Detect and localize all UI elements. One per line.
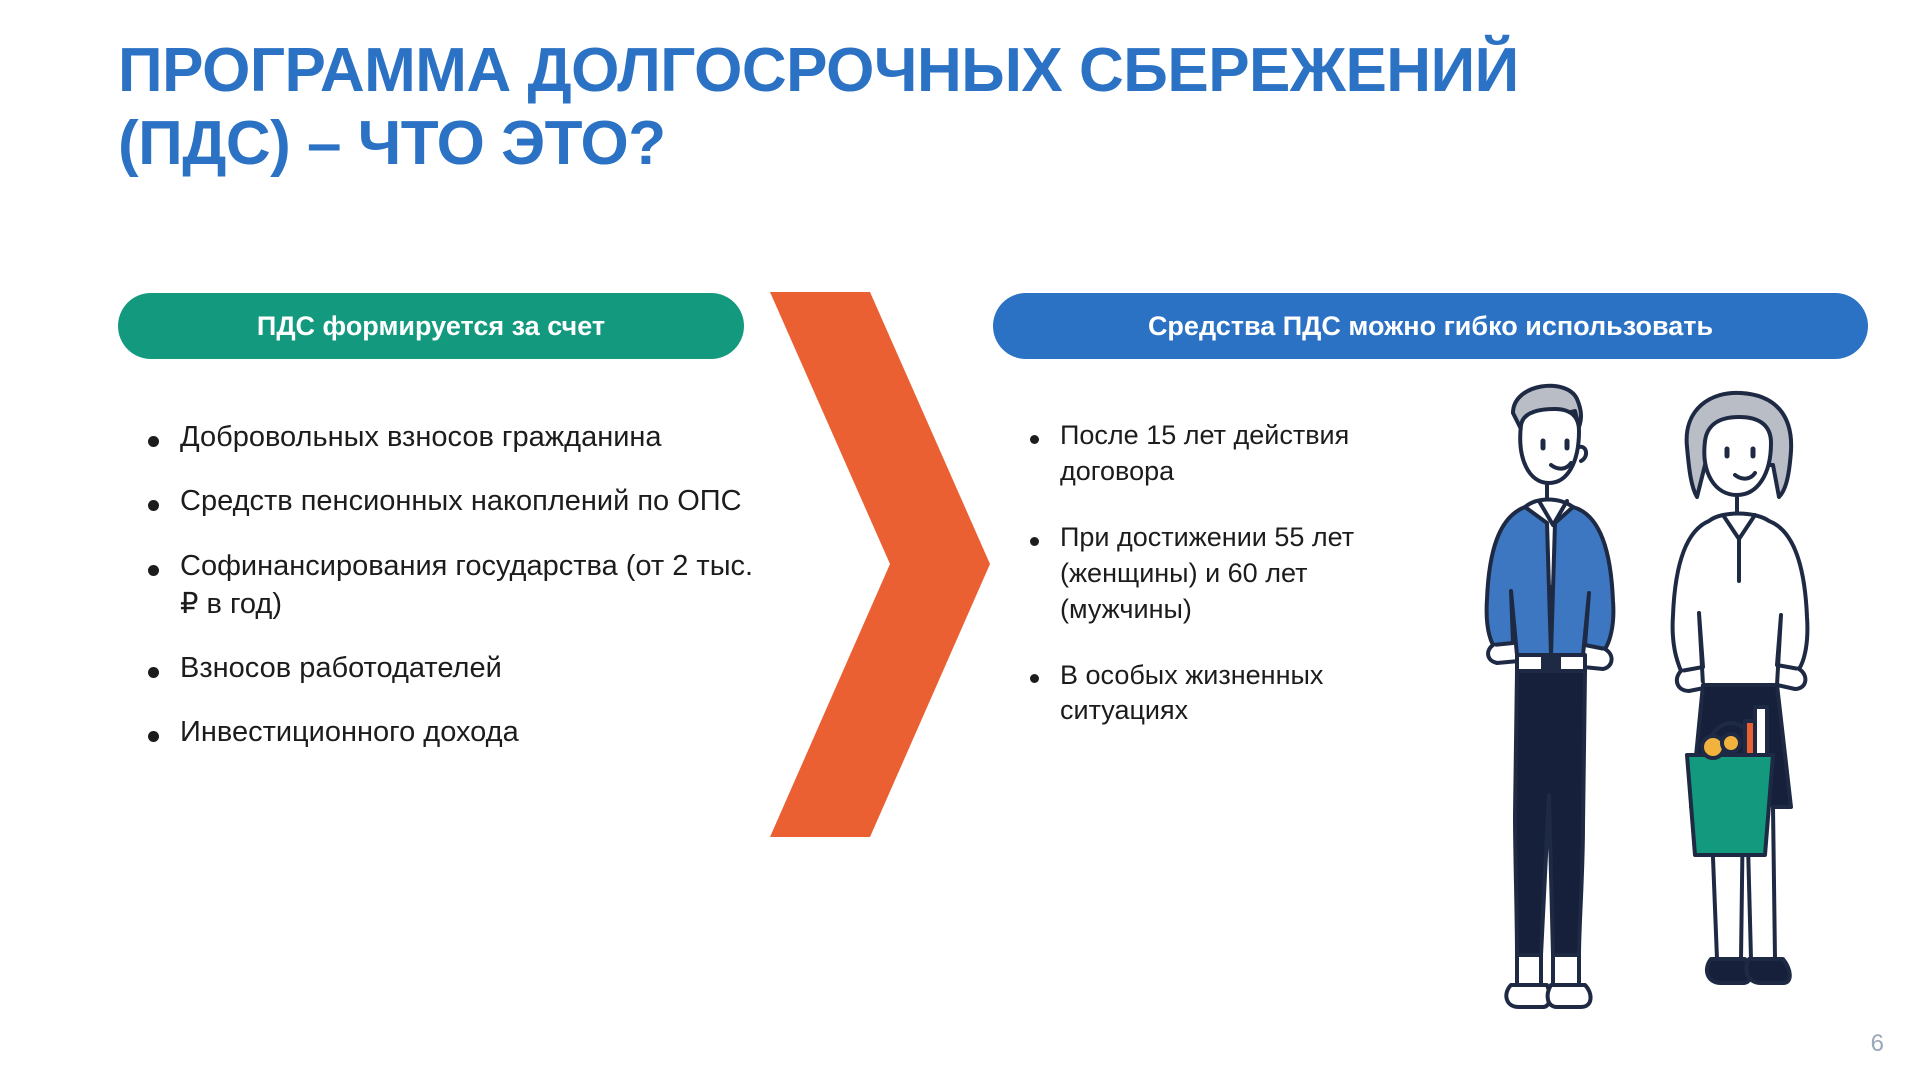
bullet-dot-icon (1030, 537, 1039, 546)
right-block-heading-label: Средства ПДС можно гибко использовать (1147, 310, 1714, 341)
two-people-with-shopping-bag-illustration (1455, 355, 1875, 1055)
list-item (140, 547, 760, 624)
list-item-label: Взносов работодателей (180, 652, 502, 685)
list-item (140, 418, 760, 456)
bullet-dot-icon (148, 731, 159, 742)
page-number: 6 (1870, 1030, 1884, 1057)
right-block-heading (993, 293, 1868, 359)
bullet-dot-icon (148, 565, 159, 576)
left-block-heading (118, 293, 744, 359)
chevron-right-icon (770, 292, 990, 837)
bullet-dot-icon (1030, 435, 1039, 444)
page-title: ПРОГРАММА ДОЛГОСРОЧНЫХ СБЕРЕЖЕНИЙ (ПДС) – ЧТО ЭТО? (118, 36, 1519, 179)
right-block-list (1020, 418, 1390, 759)
list-item-label: В особых жизненных ситуациях (1060, 659, 1324, 726)
bullet-dot-icon (148, 436, 159, 447)
bullet-dot-icon (148, 667, 159, 678)
list-item-label: Добровольных взносов гражданина (180, 421, 662, 453)
bullet-dot-icon (148, 500, 159, 511)
left-block-heading-label: ПДС формируется за счет (256, 310, 606, 341)
list-item (1020, 658, 1390, 730)
list-item-label: Софинансирования государства (от 2 тыс. ₽ в год) (180, 549, 754, 620)
list-item (1020, 520, 1390, 628)
list-item-label: Средств пенсионных накоплений по ОПС (180, 485, 742, 518)
list-item (1020, 418, 1390, 490)
list-item-label: После 15 лет действия договора (1060, 420, 1350, 486)
bullet-dot-icon (1030, 674, 1039, 683)
list-item (140, 649, 760, 687)
list-item-label: Инвестиционного дохода (180, 716, 519, 749)
left-block-list (140, 418, 760, 778)
list-item-label: При достижении 55 лет (женщины) и 60 лет (мужчины) (1060, 521, 1355, 624)
list-item (140, 482, 760, 520)
list-item (140, 713, 760, 751)
